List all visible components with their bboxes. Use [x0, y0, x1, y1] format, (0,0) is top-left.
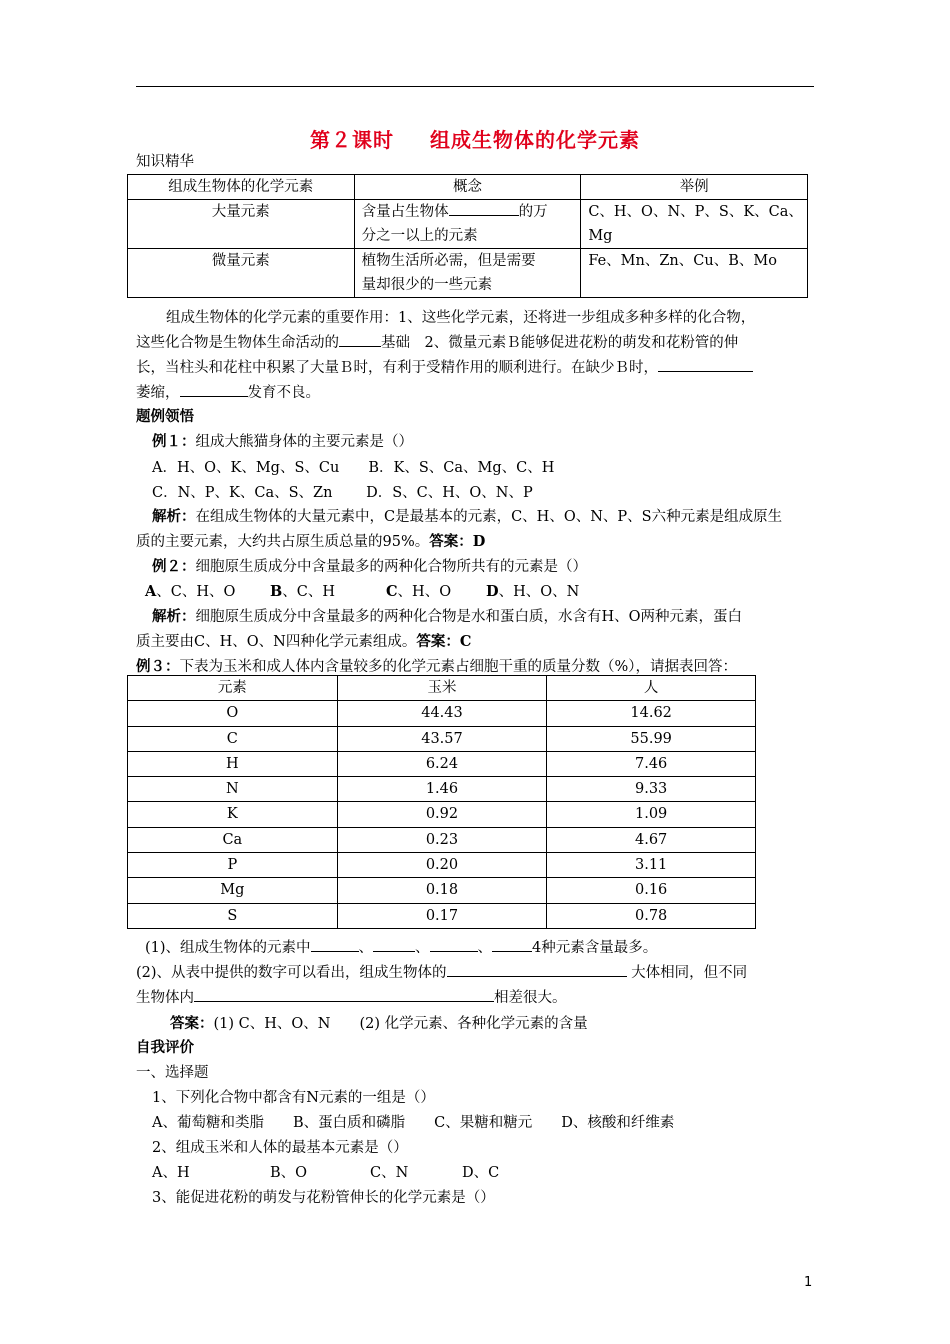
corn-value-cell: 0.20	[337, 853, 547, 878]
table-row	[128, 701, 756, 726]
element-symbol-cell: P	[128, 853, 338, 878]
table-header: 概念	[354, 175, 581, 200]
quiz-question-2-option-d: D、C	[462, 1165, 500, 1181]
table-row	[128, 777, 756, 802]
human-value-cell: 0.78	[547, 903, 756, 928]
lesson-number: 第２课时	[310, 128, 394, 152]
human-value-cell: 9.33	[547, 777, 756, 802]
example-2-option-b: B、C、H	[270, 583, 336, 600]
table-header-row	[128, 175, 808, 200]
quiz-question-1-options: A、葡萄糖和类脂 B、蛋白质和磷脂 C、果糖和糖元 D、核酸和纤维素	[152, 1115, 675, 1131]
example-3-question: 例３：下表为玉米和成人体内含量较多的化学元素占细胞干重的质量分数（%），请据表回答：	[136, 658, 738, 675]
example-3-subquestion-1: (1)、组成生物体的元素中 、 、 、 4种元素含量最多。	[145, 936, 657, 957]
corn-value-cell: 0.23	[337, 827, 547, 852]
corn-value-cell: 0.17	[337, 903, 547, 928]
quiz-question-2-option-b: B、O	[270, 1165, 308, 1181]
table-row	[128, 903, 756, 928]
human-value-cell: 7.46	[547, 751, 756, 776]
example-2-option-a: A、C、H、O	[145, 583, 236, 600]
header-rule	[136, 86, 814, 87]
element-symbol-cell: N	[128, 777, 338, 802]
table-row	[128, 751, 756, 776]
corn-value-cell: 6.24	[337, 751, 547, 776]
quiz-question-1: 1、下列化合物中都含有N元素的一组是（）	[152, 1090, 435, 1106]
corn-value-cell: 1.46	[337, 777, 547, 802]
element-symbol-cell: O	[128, 701, 338, 726]
example-1-answer: D	[472, 533, 486, 550]
table-row	[128, 249, 808, 298]
example-2-answer: C	[459, 633, 472, 650]
paragraph-line: 萎缩， 发育不良。	[136, 381, 320, 402]
quiz-question-2: 2、组成玉米和人体的最基本元素是（）	[152, 1140, 408, 1156]
table-row	[128, 726, 756, 751]
section-self-assessment: 自我评价	[136, 1039, 194, 1056]
fill-blank	[447, 962, 627, 977]
table-header: 举例	[581, 175, 808, 200]
table-row	[128, 802, 756, 827]
human-value-cell: 4.67	[547, 827, 756, 852]
table-row	[128, 878, 756, 903]
element-symbol-cell: S	[128, 903, 338, 928]
section-essence: 知识精华	[136, 154, 194, 170]
concept-cell: 植物生活所必需，但是需要 量却很少的一些元素	[354, 249, 581, 298]
human-value-cell: 0.16	[547, 878, 756, 903]
example-3-subquestion-2: (2)、从表中提供的数字可以看出，组成生物体的 大体相同，但不同	[136, 961, 747, 982]
example-2-analysis-cont: 质主要由C、H、O、N四种化学元素组成。答案：C	[136, 633, 472, 650]
element-symbol-cell: Mg	[128, 878, 338, 903]
corn-value-cell: 43.57	[337, 726, 547, 751]
fill-blank	[311, 937, 359, 952]
quiz-question-2-option-a: A、H	[152, 1165, 190, 1181]
element-class: 大量元素	[128, 200, 355, 249]
paragraph-line: 组成生物体的化学元素的重要作用：1、这些化学元素，还将进一步组成多种多样的化合物，	[166, 310, 756, 326]
fill-blank	[180, 382, 248, 397]
element-symbol-cell: C	[128, 726, 338, 751]
fill-blank	[492, 937, 532, 952]
paragraph-line: 这些化合物是生物体生命活动的 基础 2、微量元素Ｂ能够促进花粉的萌发和花粉管的伸	[136, 331, 738, 352]
example-cell: Fe、Mn、Zn、Cu、B、Mo	[581, 249, 808, 298]
corn-value-cell: 0.18	[337, 878, 547, 903]
human-value-cell: 3.11	[547, 853, 756, 878]
human-value-cell: 55.99	[547, 726, 756, 751]
paragraph-line: 长，当柱头和花柱中积累了大量Ｂ时，有利于受精作用的顺利进行。在缺少Ｂ时，	[136, 356, 753, 377]
element-content-table	[127, 675, 756, 929]
example-2-analysis: 解析：细胞原生质成分中含量最多的两种化合物是水和蛋白质，水含有H、O两种元素，蛋白	[152, 608, 743, 625]
fill-blank	[373, 937, 415, 952]
quiz-question-2-option-c: C、N	[370, 1165, 409, 1181]
human-value-cell: 14.62	[547, 701, 756, 726]
concept-cell: 含量占生物体 的万 分之一以上的元素	[354, 200, 581, 249]
example-2-option-c: C、H、O	[386, 583, 452, 600]
fill-blank	[339, 332, 381, 347]
quiz-question-3: 3、能促进花粉的萌发与花粉管伸长的化学元素是（）	[152, 1190, 495, 1206]
corn-value-cell: 0.92	[337, 802, 547, 827]
example-1-options-cd: C．N、P、K、Ca、S、Zn D．S、C、H、O、N、P	[152, 485, 533, 501]
page-number: 1	[804, 1275, 813, 1290]
table-header: 人	[547, 676, 756, 701]
example-1-options-ab: A．H、O、K、Mg、S、Cu B．K、S、Ca、Mg、C、H	[152, 460, 555, 476]
fill-blank	[430, 937, 478, 952]
element-symbol-cell: H	[128, 751, 338, 776]
human-value-cell: 1.09	[547, 802, 756, 827]
table-header: 组成生物体的化学元素	[128, 175, 355, 200]
table-header: 元素	[128, 676, 338, 701]
example-2-option-d: D、H、O、N	[486, 583, 580, 600]
example-cell: C、H、O、N、P、S、K、Ca、Mg	[581, 200, 808, 249]
table-row	[128, 853, 756, 878]
section-examples: 题例领悟	[136, 408, 194, 425]
example-3-answer: 答案：(1) C、H、O、N (2) 化学元素、各种化学元素的含量	[170, 1015, 588, 1032]
page-title	[0, 124, 950, 153]
lesson-topic: 组成生物体的化学元素	[430, 128, 640, 152]
table-row	[128, 827, 756, 852]
example-2-question: 例２：细胞原生质成分中含量最多的两种化合物所共有的元素是（）	[152, 558, 587, 575]
element-concept-table	[127, 174, 808, 298]
fill-blank	[194, 987, 494, 1002]
example-1-analysis: 解析：在组成生物体的大量元素中，C是最基本的元素，C、H、O、N、P、S六种元素是组成原生	[152, 508, 783, 525]
part-heading: 一、选择题	[136, 1065, 209, 1081]
element-symbol-cell: Ca	[128, 827, 338, 852]
table-row	[128, 200, 808, 249]
fill-blank	[658, 357, 753, 372]
fill-blank	[449, 201, 519, 216]
element-class: 微量元素	[128, 249, 355, 298]
element-symbol-cell: K	[128, 802, 338, 827]
corn-value-cell: 44.43	[337, 701, 547, 726]
example-1-analysis-cont: 质的主要元素，大约共占原生质总量的95%。答案：D	[136, 533, 486, 550]
example-3-subquestion-2-cont: 生物体内 相差很大。	[136, 986, 567, 1007]
table-header: 玉米	[337, 676, 547, 701]
table-header-row	[128, 676, 756, 701]
example-1-question: 例１：组成大熊猫身体的主要元素是（）	[152, 433, 413, 450]
